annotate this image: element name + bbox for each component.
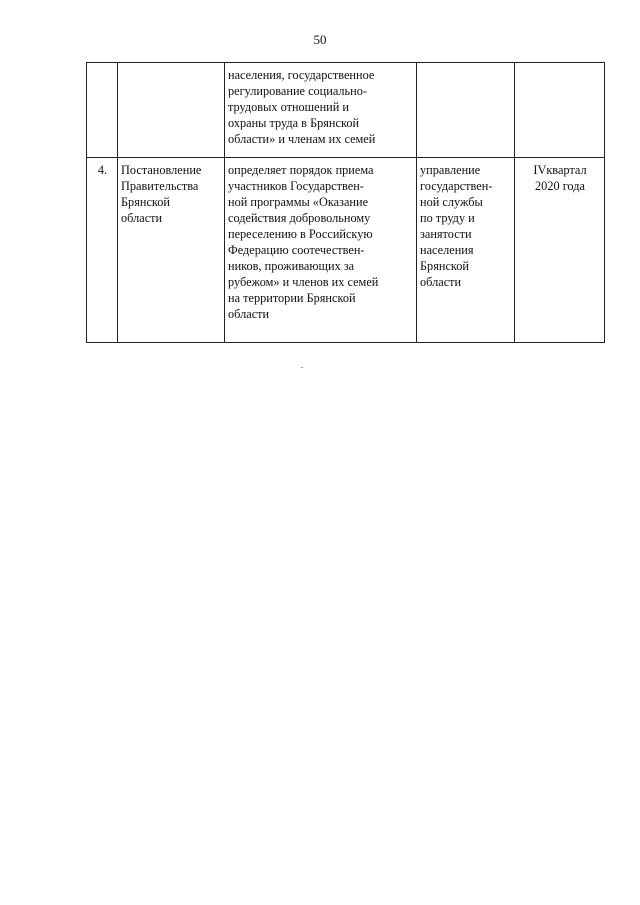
cell-description xyxy=(225,63,417,158)
text-line: области xyxy=(228,307,270,321)
text-line: занятости xyxy=(420,227,472,241)
table-row-item-4 xyxy=(87,158,605,343)
text-line: управление xyxy=(420,163,481,177)
text-line: ников, проживающих за xyxy=(228,259,355,273)
cell-deadline xyxy=(515,158,605,343)
text-line: государствен- xyxy=(420,179,493,193)
text-line: по труду и xyxy=(420,211,475,225)
scan-dot xyxy=(301,367,303,368)
cell-responsible xyxy=(417,63,515,158)
text-line: регулирование социально- xyxy=(228,84,367,98)
text-line: Брянской xyxy=(420,259,469,273)
text-line: Федерацию соотечествен- xyxy=(228,243,365,257)
table-row-continuation xyxy=(87,63,605,158)
text-line: населения, государственное xyxy=(228,68,375,82)
text-line: Правительства xyxy=(121,179,199,193)
text-line: IVквартал xyxy=(533,163,587,177)
cell-responsible xyxy=(417,158,515,343)
text-line: участников Государствен- xyxy=(228,179,364,193)
text-line: трудовых отношений и xyxy=(228,100,349,114)
text-line: содействия добровольному xyxy=(228,211,371,225)
text-line: определяет порядок приема xyxy=(228,163,374,177)
text-line: 2020 года xyxy=(535,179,585,193)
text-line: рубежом» и членов их семей xyxy=(228,275,379,289)
text-line: области xyxy=(121,211,163,225)
page-number: 50 xyxy=(313,32,327,47)
text-line: Постановление xyxy=(121,163,202,177)
cell-description xyxy=(225,158,417,343)
text-line: охраны труда в Брянской xyxy=(228,116,360,130)
cell-doc-type xyxy=(118,158,225,343)
cell-number xyxy=(87,63,118,158)
text-line: области» и членам их семей xyxy=(228,132,376,146)
plan-table xyxy=(86,62,605,343)
cell-deadline xyxy=(515,63,605,158)
text-line: Брянской xyxy=(121,195,170,209)
cell-number: 4. xyxy=(87,158,118,343)
text-line: на территории Брянской xyxy=(228,291,356,305)
text-line: области xyxy=(420,275,462,289)
cell-doc-type xyxy=(118,63,225,158)
text-line: ной программы «Оказание xyxy=(228,195,369,209)
text-line: переселению в Российскую xyxy=(228,227,373,241)
text-line: ной службы xyxy=(420,195,483,209)
text-line: населения xyxy=(420,243,474,257)
